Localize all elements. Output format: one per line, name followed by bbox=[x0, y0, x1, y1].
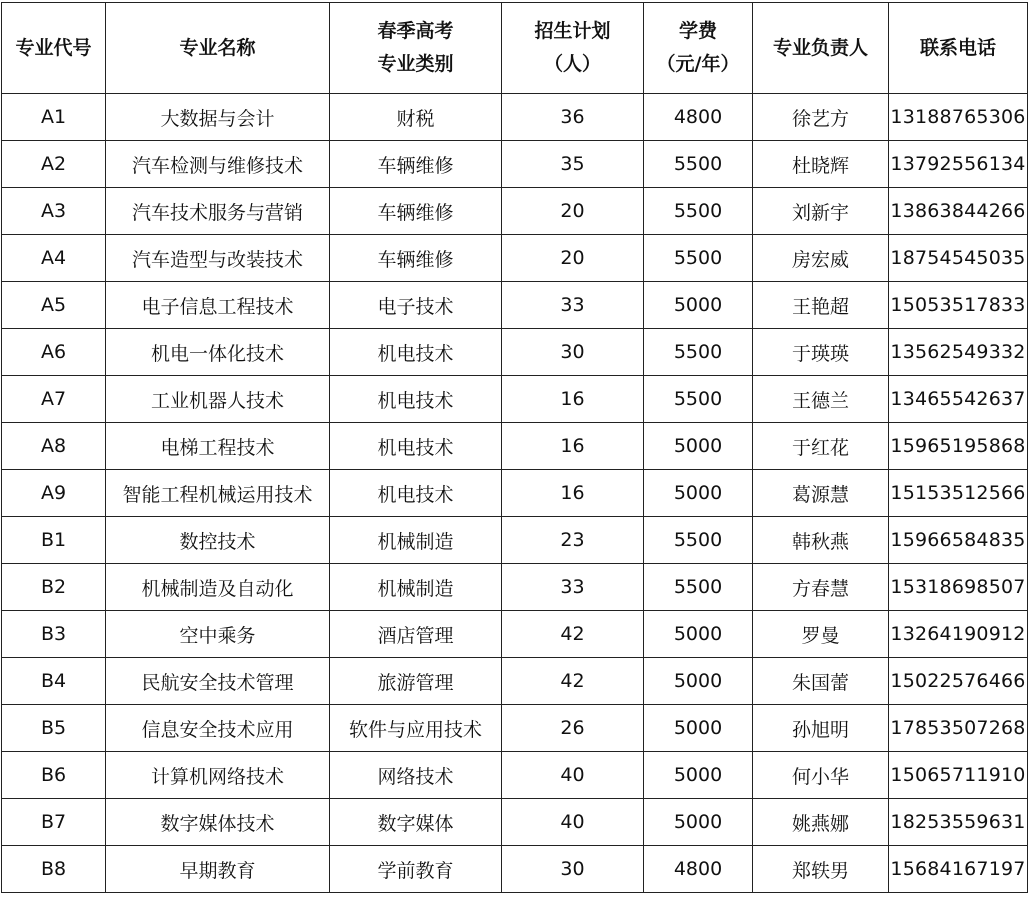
cell-phone: 18754545035 bbox=[889, 235, 1028, 282]
table-row bbox=[2, 188, 1028, 235]
table-row bbox=[2, 846, 1028, 893]
cell-plan: 26 bbox=[502, 705, 644, 752]
table-row bbox=[2, 282, 1028, 329]
header-phone-label: 联系电话 bbox=[919, 36, 996, 59]
cell-code: A9 bbox=[2, 470, 106, 517]
cell-head: 房宏威 bbox=[753, 235, 889, 282]
header-head bbox=[753, 3, 889, 94]
cell-code: A2 bbox=[2, 141, 106, 188]
cell-fee: 4800 bbox=[644, 94, 753, 141]
cell-fee: 5000 bbox=[644, 658, 753, 705]
cell-major-name: 计算机网络技术 bbox=[106, 752, 330, 799]
cell-phone: 13562549332 bbox=[889, 329, 1028, 376]
header-fee-line1: 学费 bbox=[678, 20, 717, 42]
header-phone bbox=[889, 3, 1028, 94]
cell-category: 机械制造 bbox=[330, 564, 502, 611]
cell-category: 车辆维修 bbox=[330, 235, 502, 282]
cell-category: 网络技术 bbox=[330, 752, 502, 799]
cell-category: 车辆维修 bbox=[330, 188, 502, 235]
cell-phone: 15965195868 bbox=[889, 423, 1028, 470]
cell-head: 王德兰 bbox=[753, 376, 889, 423]
header-fee-line2: （元/年） bbox=[656, 53, 740, 75]
table-row bbox=[2, 94, 1028, 141]
cell-code: B6 bbox=[2, 752, 106, 799]
table-row bbox=[2, 658, 1028, 705]
cell-code: A7 bbox=[2, 376, 106, 423]
header-plan bbox=[502, 3, 644, 94]
cell-fee: 5000 bbox=[644, 611, 753, 658]
cell-code: B2 bbox=[2, 564, 106, 611]
cell-major-name: 汽车检测与维修技术 bbox=[106, 141, 330, 188]
cell-plan: 40 bbox=[502, 752, 644, 799]
cell-head: 何小华 bbox=[753, 752, 889, 799]
cell-code: B7 bbox=[2, 799, 106, 846]
cell-fee: 5000 bbox=[644, 752, 753, 799]
table-row bbox=[2, 141, 1028, 188]
table-row bbox=[2, 235, 1028, 282]
cell-fee: 5000 bbox=[644, 282, 753, 329]
cell-category: 数字媒体 bbox=[330, 799, 502, 846]
cell-head: 方春慧 bbox=[753, 564, 889, 611]
cell-phone: 17853507268 bbox=[889, 705, 1028, 752]
cell-head: 罗曼 bbox=[753, 611, 889, 658]
cell-major-name: 民航安全技术管理 bbox=[106, 658, 330, 705]
cell-phone: 15053517833 bbox=[889, 282, 1028, 329]
header-code-label: 专业代号 bbox=[15, 36, 92, 59]
cell-category: 机电技术 bbox=[330, 423, 502, 470]
cell-fee: 5500 bbox=[644, 141, 753, 188]
cell-major-name: 电子信息工程技术 bbox=[106, 282, 330, 329]
cell-code: A6 bbox=[2, 329, 106, 376]
cell-fee: 5500 bbox=[644, 376, 753, 423]
cell-plan: 33 bbox=[502, 564, 644, 611]
cell-head: 郑轶男 bbox=[753, 846, 889, 893]
cell-phone: 15684167197 bbox=[889, 846, 1028, 893]
cell-major-name: 工业机器人技术 bbox=[106, 376, 330, 423]
cell-fee: 5000 bbox=[644, 705, 753, 752]
cell-head: 孙旭明 bbox=[753, 705, 889, 752]
cell-plan: 16 bbox=[502, 470, 644, 517]
cell-code: B1 bbox=[2, 517, 106, 564]
cell-head: 葛源慧 bbox=[753, 470, 889, 517]
cell-plan: 42 bbox=[502, 611, 644, 658]
cell-phone: 18253559631 bbox=[889, 799, 1028, 846]
cell-head: 韩秋燕 bbox=[753, 517, 889, 564]
cell-phone: 15065711910 bbox=[889, 752, 1028, 799]
cell-plan: 16 bbox=[502, 376, 644, 423]
cell-head: 刘新宇 bbox=[753, 188, 889, 235]
table-row bbox=[2, 423, 1028, 470]
cell-major-name: 信息安全技术应用 bbox=[106, 705, 330, 752]
cell-plan: 35 bbox=[502, 141, 644, 188]
cell-code: B4 bbox=[2, 658, 106, 705]
cell-fee: 5000 bbox=[644, 799, 753, 846]
table-row bbox=[2, 517, 1028, 564]
cell-fee: 4800 bbox=[644, 846, 753, 893]
cell-phone: 13792556134 bbox=[889, 141, 1028, 188]
cell-code: A5 bbox=[2, 282, 106, 329]
cell-code: A4 bbox=[2, 235, 106, 282]
cell-major-name: 早期教育 bbox=[106, 846, 330, 893]
cell-category: 学前教育 bbox=[330, 846, 502, 893]
cell-major-name: 汽车造型与改装技术 bbox=[106, 235, 330, 282]
cell-category: 软件与应用技术 bbox=[330, 705, 502, 752]
cell-fee: 5000 bbox=[644, 470, 753, 517]
header-category-line1: 春季高考 bbox=[377, 20, 454, 42]
cell-phone: 13863844266 bbox=[889, 188, 1028, 235]
cell-plan: 36 bbox=[502, 94, 644, 141]
table-row bbox=[2, 752, 1028, 799]
header-code bbox=[2, 3, 106, 94]
cell-phone: 15022576466 bbox=[889, 658, 1028, 705]
cell-category: 机械制造 bbox=[330, 517, 502, 564]
table-row bbox=[2, 470, 1028, 517]
majors-table bbox=[1, 2, 1028, 893]
cell-fee: 5500 bbox=[644, 564, 753, 611]
cell-major-name: 电梯工程技术 bbox=[106, 423, 330, 470]
header-category bbox=[330, 3, 502, 94]
cell-fee: 5000 bbox=[644, 423, 753, 470]
cell-head: 于瑛瑛 bbox=[753, 329, 889, 376]
cell-head: 王艳超 bbox=[753, 282, 889, 329]
cell-phone: 13264190912 bbox=[889, 611, 1028, 658]
header-fee bbox=[644, 3, 753, 94]
cell-fee: 5500 bbox=[644, 329, 753, 376]
cell-code: B3 bbox=[2, 611, 106, 658]
cell-phone: 15318698507 bbox=[889, 564, 1028, 611]
cell-plan: 42 bbox=[502, 658, 644, 705]
table-body bbox=[2, 94, 1028, 893]
cell-major-name: 空中乘务 bbox=[106, 611, 330, 658]
cell-head: 姚燕娜 bbox=[753, 799, 889, 846]
header-name-label: 专业名称 bbox=[179, 36, 256, 59]
table-row bbox=[2, 376, 1028, 423]
cell-code: B8 bbox=[2, 846, 106, 893]
table-row bbox=[2, 329, 1028, 376]
cell-category: 机电技术 bbox=[330, 376, 502, 423]
cell-major-name: 机电一体化技术 bbox=[106, 329, 330, 376]
cell-plan: 23 bbox=[502, 517, 644, 564]
cell-plan: 30 bbox=[502, 329, 644, 376]
cell-category: 机电技术 bbox=[330, 470, 502, 517]
header-head-label: 专业负责人 bbox=[772, 36, 868, 59]
cell-category: 电子技术 bbox=[330, 282, 502, 329]
cell-major-name: 智能工程机械运用技术 bbox=[106, 470, 330, 517]
header-name bbox=[106, 3, 330, 94]
cell-major-name: 数控技术 bbox=[106, 517, 330, 564]
header-row bbox=[2, 3, 1028, 94]
cell-category: 机电技术 bbox=[330, 329, 502, 376]
cell-fee: 5500 bbox=[644, 188, 753, 235]
cell-code: B5 bbox=[2, 705, 106, 752]
cell-plan: 20 bbox=[502, 235, 644, 282]
header-plan-line2: （人） bbox=[543, 53, 601, 75]
cell-major-name: 大数据与会计 bbox=[106, 94, 330, 141]
cell-phone: 15966584835 bbox=[889, 517, 1028, 564]
cell-major-name: 汽车技术服务与营销 bbox=[106, 188, 330, 235]
cell-fee: 5500 bbox=[644, 235, 753, 282]
cell-fee: 5500 bbox=[644, 517, 753, 564]
cell-code: A8 bbox=[2, 423, 106, 470]
header-plan-line1: 招生计划 bbox=[534, 20, 611, 42]
cell-head: 朱国蕾 bbox=[753, 658, 889, 705]
cell-phone: 15153512566 bbox=[889, 470, 1028, 517]
cell-code: A1 bbox=[2, 94, 106, 141]
table-row bbox=[2, 564, 1028, 611]
cell-phone: 13188765306 bbox=[889, 94, 1028, 141]
cell-head: 徐艺方 bbox=[753, 94, 889, 141]
cell-major-name: 机械制造及自动化 bbox=[106, 564, 330, 611]
cell-plan: 30 bbox=[502, 846, 644, 893]
cell-category: 旅游管理 bbox=[330, 658, 502, 705]
cell-plan: 33 bbox=[502, 282, 644, 329]
cell-plan: 40 bbox=[502, 799, 644, 846]
cell-code: A3 bbox=[2, 188, 106, 235]
cell-head: 杜晓辉 bbox=[753, 141, 889, 188]
cell-major-name: 数字媒体技术 bbox=[106, 799, 330, 846]
cell-category: 财税 bbox=[330, 94, 502, 141]
table-row bbox=[2, 705, 1028, 752]
cell-category: 车辆维修 bbox=[330, 141, 502, 188]
cell-plan: 20 bbox=[502, 188, 644, 235]
cell-phone: 13465542637 bbox=[889, 376, 1028, 423]
cell-plan: 16 bbox=[502, 423, 644, 470]
cell-head: 于红花 bbox=[753, 423, 889, 470]
table-row bbox=[2, 799, 1028, 846]
table-row bbox=[2, 611, 1028, 658]
cell-category: 酒店管理 bbox=[330, 611, 502, 658]
header-category-line2: 专业类别 bbox=[377, 53, 454, 75]
